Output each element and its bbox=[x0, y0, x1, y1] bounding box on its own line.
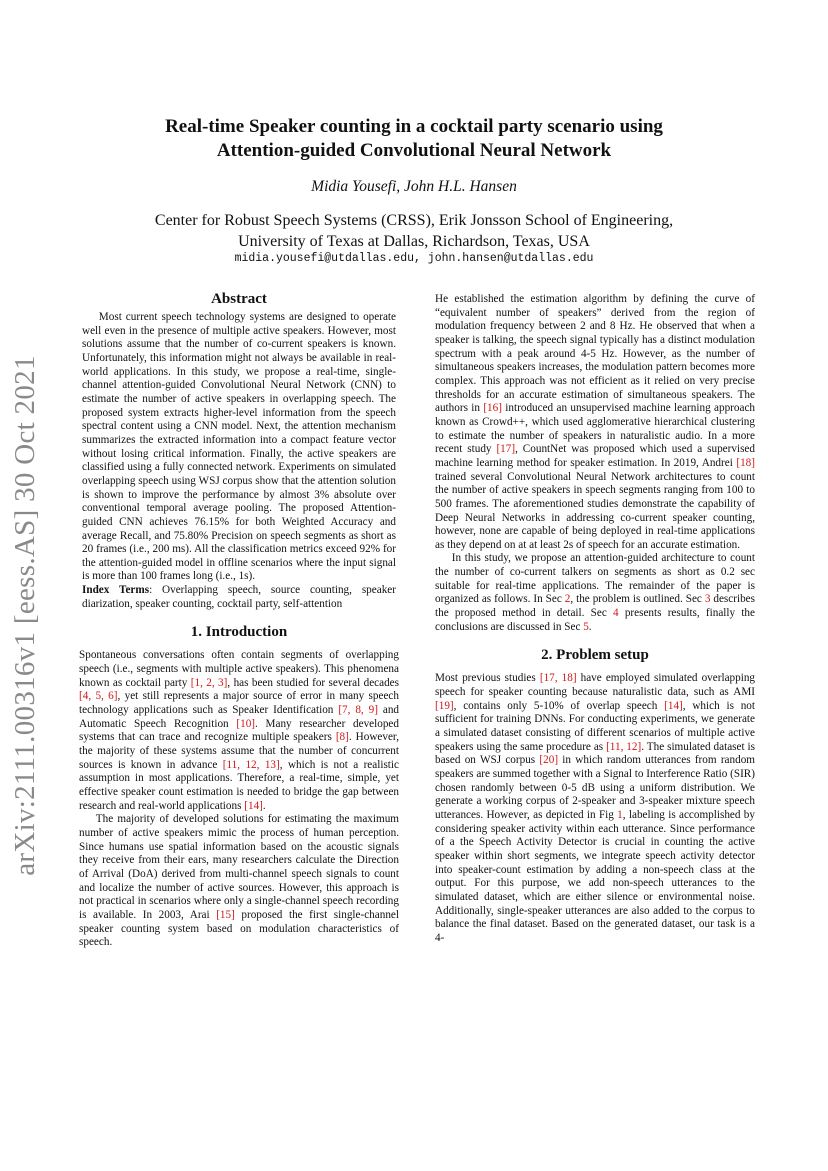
intro-paragraph-1: Spontaneous conversations often contain segments of overlapping speech (i.e., segments with multiple active speakers). This phenomena known as cocktail party [1, 2, 3], has been studied for several decades [4, 5, 6], yet still represents a major source of error in many speech technology applications such as Speaker Identification [7, 8, 9] and Automatic Speech Recognition [10]. Many researcher developed systems that can trace and recognize multiple speakers [8]. However, the majority of these systems assume that the number of concurrent sources is known in advance [11, 12, 13], which is not a realistic assumption in most applications. Therefore, a real-time, simple, yet effective speaker count estimation is needed to bridge the gap between research and real-world applications [14]. bbox=[79, 649, 400, 812]
citation-link[interactable]: [7, 8, 9] bbox=[338, 704, 378, 717]
problem-setup-heading: 2. Problem setup bbox=[541, 647, 649, 664]
abstract-body: Most current speech technology systems are designed to operate well even in the presence of multiple active speakers. However, most solutions assume that the number of co-current speakers is known. Unfortunately, this information might not always be available in real-world applications. In this study, we propose a real-time, single-channel attention-guided Convolutional Neural Network (CNN) to estimate the number of active speakers in overlapping speech. The proposed system extracts higher-level information from the speech spectral content using a CNN model. Next, the attention mechanism summarizes the extracted information into a compact feature vector without losing critical information. Finally, the active speakers are classified using a fully connected network. Experiments on simulated overlapping speech using WSJ corpus show that the attention solution is shown to improve the performance by almost 3% absolute over conventional temporal average pooling. The proposed Attention-guided CNN achieves 76.15% for both Weighted Accuracy and average Recall, and 75.80% Precision on speech segments as short as 20 frames (i.e., 200 ms). All the classification metrics exceed 92% for the attention-guided model in offline scenarios where the input signal is more than 100 frames long (i.e., 1s). bbox=[82, 311, 396, 583]
citation-link[interactable]: 2 bbox=[564, 593, 571, 606]
affiliation-line-2: University of Texas at Dallas, Richardson, Texas, USA bbox=[238, 233, 590, 250]
citation-link[interactable]: [20] bbox=[539, 754, 559, 767]
problem-setup-paragraph-1: Most previous studies [17, 18] have employed simulated overlapping speech for speaker counting because naturalistic data, such as AMI [19], contains only 5-10% of overlap speech [14], which is not sufficient for training DNNs. For conducting experiments, we generate a simulated dataset consisting of different scenarios of multiple active speakers using the same procedure as [11, 12]. The simulated dataset is based on WSJ corpus [20] in which random utterances from random speakers are summed together with a Signal to Interference Ratio (SIR) chosen randomly between 0-5 dB using a uniform distribution. We generate a working corpus of 2-speaker and 3-speaker mixture speech utterances. However, as depicted in Fig 1, labeling is accomplished by considering speaker activity within each utterance. Since performance of a the Speech Activity Detector is crucial in counting the active speaker within short segments, we integrate speech activity detector into speaker-count estimation by adding a non-speech class at the output. For this purpose, we add non-speech utterances to the simulated dataset, which are either silence or environmental noise. Additionally, single-speaker utterances are also added to the corpus to balance the final dataset. Based on the generated dataset, our task is a 4- bbox=[435, 672, 756, 944]
arxiv-side-identifier bbox=[4, 350, 46, 880]
intro-paragraph-4: In this study, we propose an attention-guided architecture to count the number of co-current talkers on segments as short as 0.2 sec suitable for real-time applications. The remainder of the paper is organized as follows. In Sec 2, the problem is outlined. Sec 3 describes the proposed method in detail. Sec 4 presents results, finally the conclusions are discussed in Sec 5. bbox=[435, 552, 755, 633]
introduction-heading: 1. Introduction bbox=[190, 624, 288, 641]
title-line-1: Real-time Speaker counting in a cocktail party scenario using bbox=[165, 116, 663, 137]
title-line-2: Attention-guided Convolutional Neural Network bbox=[216, 140, 612, 161]
citation-link[interactable]: [10] bbox=[236, 717, 256, 730]
index-terms-text: : Overlapping speech, source counting, speaker diarization, speaker counting, cocktail party, self-attention bbox=[82, 584, 396, 610]
citation-link[interactable]: [16] bbox=[483, 402, 502, 415]
citation-link[interactable]: [17] bbox=[496, 443, 516, 456]
citation-link[interactable]: 5 bbox=[583, 620, 589, 633]
citation-link[interactable]: [1, 2, 3] bbox=[190, 676, 228, 689]
citation-link[interactable]: 4 bbox=[613, 607, 619, 620]
citation-link[interactable]: [11, 12] bbox=[606, 740, 642, 753]
paper-title bbox=[80, 115, 748, 163]
citation-link[interactable]: [8] bbox=[335, 731, 349, 744]
left-column bbox=[79, 290, 399, 950]
citation-link[interactable]: 1 bbox=[617, 808, 623, 821]
citation-link[interactable]: [18] bbox=[736, 456, 755, 469]
author-emails: midia.yousefi@utdallas.edu, john.hansen@utdallas.edu bbox=[234, 252, 594, 265]
citation-link[interactable]: [19] bbox=[435, 699, 454, 712]
citation-link[interactable]: 3 bbox=[704, 593, 711, 606]
citation-link[interactable]: [15] bbox=[216, 908, 235, 921]
abstract-heading: Abstract bbox=[211, 291, 267, 307]
right-column bbox=[435, 293, 755, 946]
citation-link[interactable]: [14] bbox=[244, 799, 263, 812]
intro-paragraph-3: He established the estimation algorithm by defining the curve of “equivalent number of speakers” derived from the region of modulation frequency between 2 and 8 Hz. He observed that when a speaker is talking, the speech signal typically has a distinct modulation spectrum with a peak around 4-5 Hz. However, as the number of simultaneous speakers increases, the modulation pattern becomes more complex. This approach was not efficient as it relied on very precise thresholds for an accurate estimation of simultaneous speakers. The authors in [16] introduced an unsupervised machine learning approach known as Crowd++, which used agglomerative hierarchical clustering to estimate the number of speakers in naturalistic audio. In a more recent study [17], CountNet was proposed which used a supervised machine learning method for speaker estimation. In 2019, Andrei [18] trained several Convolutional Neural Network architectures to count the number of active speakers in speech segments ranging from 100 to 500 frames. The aforementioned studies demonstrate the capability of Deep Neural Networks in addressing co-current speaker counting, however, none are capable of being deployed in real-time applications as they depend on at at least 2s of speech for an accurate estimation. bbox=[435, 293, 756, 551]
arxiv-id-text: arXiv:2111.00316v1 [eess.AS] 30 Oct 2021 bbox=[8, 354, 41, 876]
affiliation-line-1: Center for Robust Speech Systems (CRSS), Erik Jonsson School of Engineering, bbox=[154, 212, 674, 229]
index-terms-label: Index Terms bbox=[82, 584, 150, 597]
affiliation bbox=[80, 210, 748, 252]
authors: Midia Yousefi, John H.L. Hansen bbox=[311, 178, 517, 195]
citation-link[interactable]: [11, 12, 13] bbox=[222, 758, 280, 771]
citation-link[interactable]: [4, 5, 6] bbox=[79, 690, 118, 703]
index-terms bbox=[79, 584, 399, 611]
citation-link[interactable]: [17, 18] bbox=[539, 672, 577, 685]
citation-link[interactable]: [14] bbox=[664, 699, 683, 712]
intro-paragraph-2: The majority of developed solutions for estimating the maximum number of active speakers mimic the process of human perception. Since humans use spatial information based on the acoustic signals they receive from their ears, many researchers calculate the Direction of Arrival (DoA) derived from multi-channel speech signals to count and localize the number of active sources. However, this approach is not practical in scenarios where only a single-channel speech recording is available. In 2003, Arai [15] proposed the first single-channel speaker counting system based on modulation characteristics of speech. bbox=[79, 813, 400, 949]
